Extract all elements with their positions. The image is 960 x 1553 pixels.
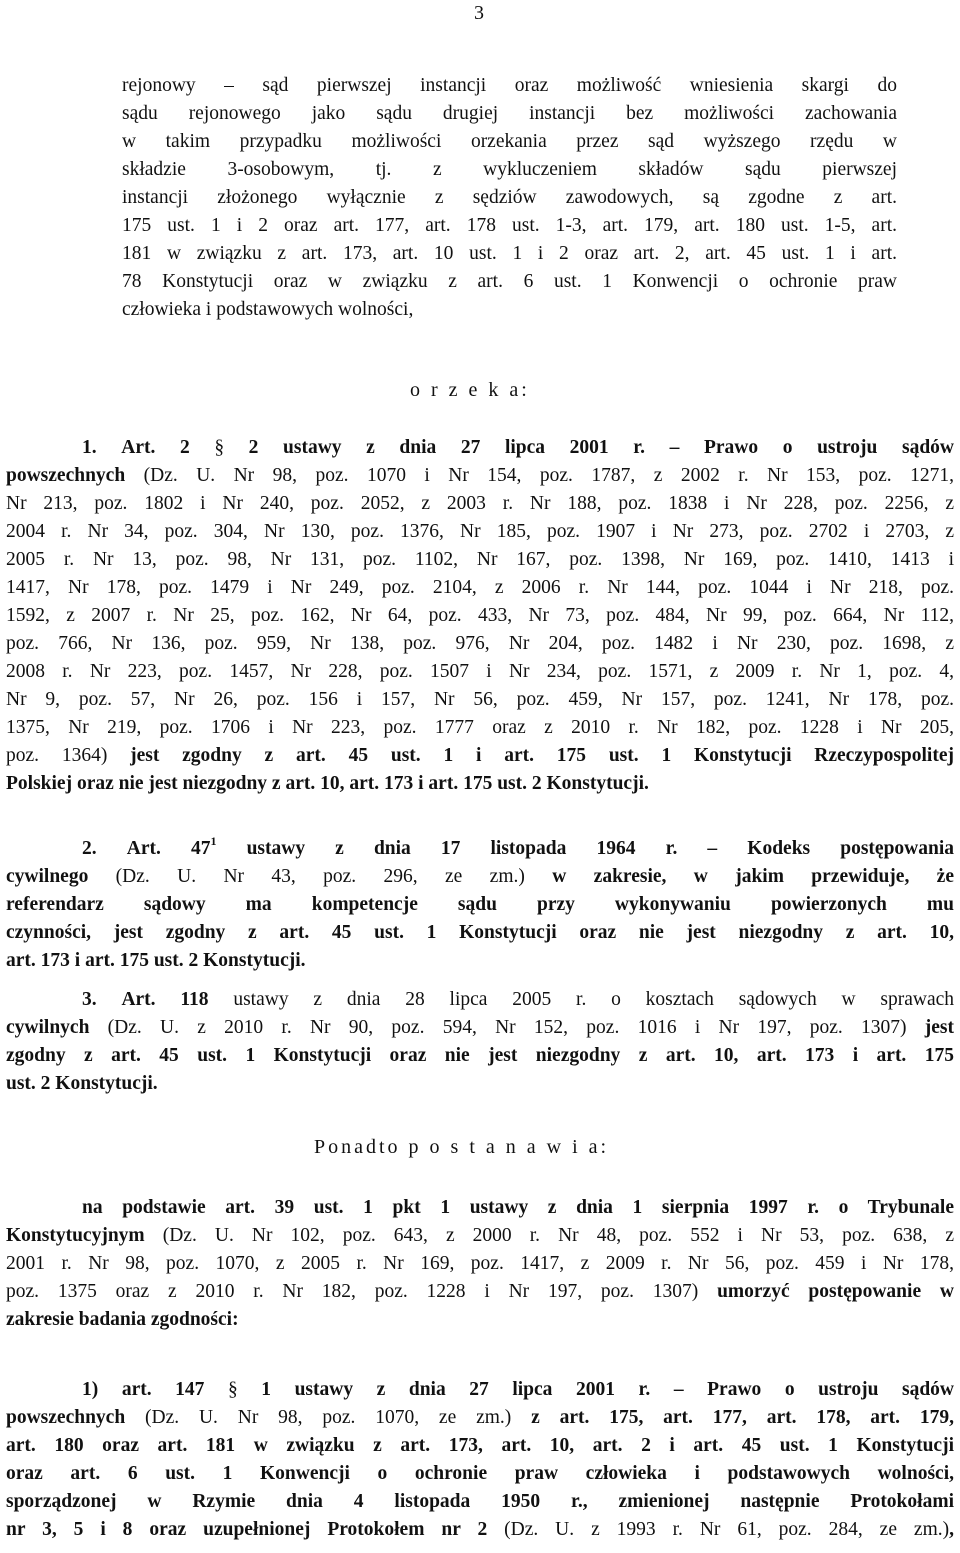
sub-item-1-first-line <box>0 1376 960 1404</box>
citation-line: Nr 213, poz. 1802 i Nr 240, poz. 2052, z 2003 r. Nr 188, poz. 1838 i Nr 228, poz. 2256, z <box>6 493 954 514</box>
postanawia-section <box>0 1194 960 1334</box>
ruling-line: czynności, jest zgodny z art. 45 ust. 1 Konstytucji oraz nie jest niezgodny z art. 10, <box>6 922 954 943</box>
item-number: 1) <box>82 1379 99 1400</box>
intro-line: w takim przypadku możliwości orzekania przez sąd wyższego rzędu w <box>122 131 897 152</box>
citation-line: poz. 766, Nr 136, poz. 959, Nr 138, poz. 976, Nr 204, poz. 1482 i Nr 230, poz. 1698, z <box>6 633 954 654</box>
citation-line: 1375, Nr 219, poz. 1706 i Nr 223, poz. 1777 oraz z 2010 r. Nr 182, poz. 1228 i Nr 205, <box>6 717 954 738</box>
item-article: art. 147 <box>121 1379 205 1400</box>
sub-item-1-line: art. 180 oraz art. 181 w związku z art. 173, art. 10, art. 2 i art. 45 ust. 1 Konstytucji <box>6 1435 954 1456</box>
ruling-line: ust. 2 Konstytucji. <box>6 1073 158 1094</box>
citation-line: 2005 r. Nr 13, poz. 98, Nr 131, poz. 1102, Nr 167, poz. 1398, Nr 169, poz. 1410, 1413 i <box>6 549 954 570</box>
item-article: Art. 47 <box>126 838 211 859</box>
act-name: powszechnych <box>6 1407 126 1428</box>
act-name: cywilnego <box>6 866 89 887</box>
intro-line: 78 Konstytucji oraz w związku z art. 6 ust. 1 Konwencji o ochronie praw <box>122 271 897 292</box>
intro-line: rejonowy – sąd pierwszej instancji oraz możliwość wniesienia skargi do <box>122 75 897 96</box>
item-1-first-line <box>0 434 960 462</box>
item-1 <box>0 434 960 798</box>
intro-line: instancji złożonego wyłącznie z sędziów zawodowych, są zgodne z art. <box>122 187 897 208</box>
citation: (Dz. U. Nr 102, poz. 643, z 2000 r. Nr 48, poz. 552 i Nr 53, poz. 638, z <box>144 1225 954 1246</box>
ruling: jest <box>924 1017 954 1038</box>
ruling: nr 3, 5 i 8 oraz uzupełnionej Protokołem nr 2 <box>6 1519 488 1540</box>
item-lead: 1 ustawy z dnia 27 lipca 2001 r. – Prawo o ustroju sądów <box>261 1379 955 1400</box>
citation: (Dz. U. z 2010 r. Nr 90, poz. 594, Nr 152, poz. 1016 i Nr 197, poz. 1307) <box>89 1017 925 1038</box>
intro-line: sądu rejonowego jako sądu drugiej instancji bez możliwości zachowania <box>122 103 897 124</box>
ruling: w zakresie, w jakim przewiduje, że <box>552 866 954 887</box>
sub-item-1-line <box>0 1516 960 1544</box>
postanawia-line: na podstawie art. 39 ust. 1 pkt 1 ustawy z dnia 1 sierpnia 1997 r. o Trybunale <box>82 1197 954 1218</box>
item-lead: ustawy z dnia 17 listopada 1964 r. – Kodeks postępowania <box>246 838 955 859</box>
intro-line: składzie 3-osobowym, tj. z wykluczeniem składów sądu pierwszej <box>122 159 897 180</box>
sub-item-1-line: sporządzonej w Rzymie dnia 4 listopada 1950 r., zmienionej następnie Protokołami <box>6 1491 954 1512</box>
sub-item-1-line <box>0 1404 960 1432</box>
item-article: Art. 2 <box>121 437 190 458</box>
item-2-line <box>0 863 960 891</box>
citation: (Dz. U. Nr 98, poz. 1070 i Nr 154, poz. 1787, z 2002 r. Nr 153, poz. 1271, <box>125 465 954 486</box>
ruling: jest zgodny z art. 45 ust. 1 i art. 175 ust. 1 Konstytucji Rzeczypospolitej <box>130 745 954 766</box>
sub-item-1 <box>0 1376 960 1544</box>
orzeka-heading: o r z e k a: <box>410 379 530 401</box>
item-3-line <box>0 1014 960 1042</box>
citation: poz. 1375 oraz z 2010 r. Nr 182, poz. 1228 i Nr 197, poz. 1307) <box>6 1281 718 1302</box>
citation-line: 2004 r. Nr 34, poz. 304, Nr 130, poz. 1376, Nr 185, poz. 1907 i Nr 273, poz. 2702 i 2703, z <box>6 521 954 542</box>
postanawia-line: 2001 r. Nr 98, poz. 1070, z 2005 r. Nr 169, poz. 1417, z 2009 r. Nr 56, poz. 459 i Nr 178, <box>6 1253 954 1274</box>
citation-line: Nr 9, poz. 57, Nr 26, poz. 156 i 157, Nr 56, poz. 459, Nr 157, poz. 1241, Nr 178, poz. <box>6 689 954 710</box>
paragraph-sign: § <box>227 1379 238 1400</box>
ruling-line: art. 173 i art. 175 ust. 2 Konstytucji. <box>6 950 306 971</box>
ruling-line: referendarz sądowy ma kompetencje sądu przy wykonywaniu powierzonych mu <box>6 894 954 915</box>
act-name: cywilnych <box>6 1017 90 1038</box>
ruling: , <box>949 1519 954 1540</box>
item-2 <box>0 835 960 975</box>
ruling-line: zgodny z art. 45 ust. 1 Konstytucji oraz nie jest niezgodny z art. 10, art. 173 i art. 175 <box>6 1045 954 1066</box>
intro-line: człowieka i podstawowych wolności, <box>122 299 414 320</box>
act-name: powszechnych <box>6 465 126 486</box>
citation-line: 1417, Nr 178, poz. 1479 i Nr 249, poz. 2104, z 2006 r. Nr 144, poz. 1044 i Nr 218, poz. <box>6 577 954 598</box>
intro-line: 175 ust. 1 i 2 oraz art. 177, art. 178 ust. 1-3, art. 179, art. 180 ust. 1-5, art. <box>122 215 897 236</box>
intro-line: 181 w związku z art. 173, art. 10 ust. 1 i 2 oraz art. 2, art. 45 ust. 1 i art. <box>122 243 897 264</box>
item-1-line <box>0 742 960 770</box>
postanawia-line <box>0 1278 960 1306</box>
citation: poz. 1364) <box>6 745 131 766</box>
item-1-line <box>0 462 960 490</box>
item-article: Art. 118 <box>121 989 209 1010</box>
ruling-line: Polskiej oraz nie jest niezgodny z art. 10, art. 173 i art. 175 ust. 2 Konstytucji. <box>6 773 649 794</box>
item-lead: ustawy z dnia 28 lipca 2005 r. o kosztach sądowych w sprawach <box>208 989 955 1010</box>
ruling: umorzyć postępowanie w <box>717 1281 954 1302</box>
citation-line: 2008 r. Nr 223, poz. 1457, Nr 228, poz. 1507 i Nr 234, poz. 1571, z 2009 r. Nr 1, poz. 4, <box>6 661 954 682</box>
item-lead: 2 ustawy z dnia 27 lipca 2001 r. – Prawo o ustroju sądów <box>248 437 955 458</box>
item-number: 3. <box>82 989 97 1010</box>
page-number: 3 <box>474 2 484 24</box>
item-2-first-line <box>0 835 960 863</box>
item-3 <box>0 986 960 1098</box>
intro-paragraph <box>0 72 960 324</box>
postanawia-line <box>0 1222 960 1250</box>
paragraph-sign: § <box>214 437 225 458</box>
item-3-first-line <box>0 986 960 1014</box>
citation: (Dz. U. z 1993 r. Nr 61, poz. 284, ze zm.) <box>487 1519 950 1540</box>
sub-item-1-line: oraz art. 6 ust. 1 Konwencji o ochronie praw człowieka i podstawowych wolności, <box>6 1463 954 1484</box>
item-number: 1. <box>82 437 97 458</box>
act-name: Konstytucyjnym <box>6 1225 145 1246</box>
postanawia-line: zakresie badania zgodności: <box>6 1309 239 1330</box>
citation: (Dz. U. Nr 43, poz. 296, ze zm.) <box>88 866 553 887</box>
item-number: 2. <box>82 838 97 859</box>
postanawia-heading: Ponadto p o s t a n a w i a: <box>314 1136 610 1158</box>
ruling: z art. 175, art. 177, art. 178, art. 179, <box>531 1407 955 1428</box>
superscript: 1 <box>210 834 217 848</box>
citation-line: 1592, z 2007 r. Nr 25, poz. 162, Nr 64, poz. 433, Nr 73, poz. 484, Nr 99, poz. 664, Nr 112, <box>6 605 954 626</box>
citation: (Dz. U. Nr 98, poz. 1070, ze zm.) <box>125 1407 532 1428</box>
